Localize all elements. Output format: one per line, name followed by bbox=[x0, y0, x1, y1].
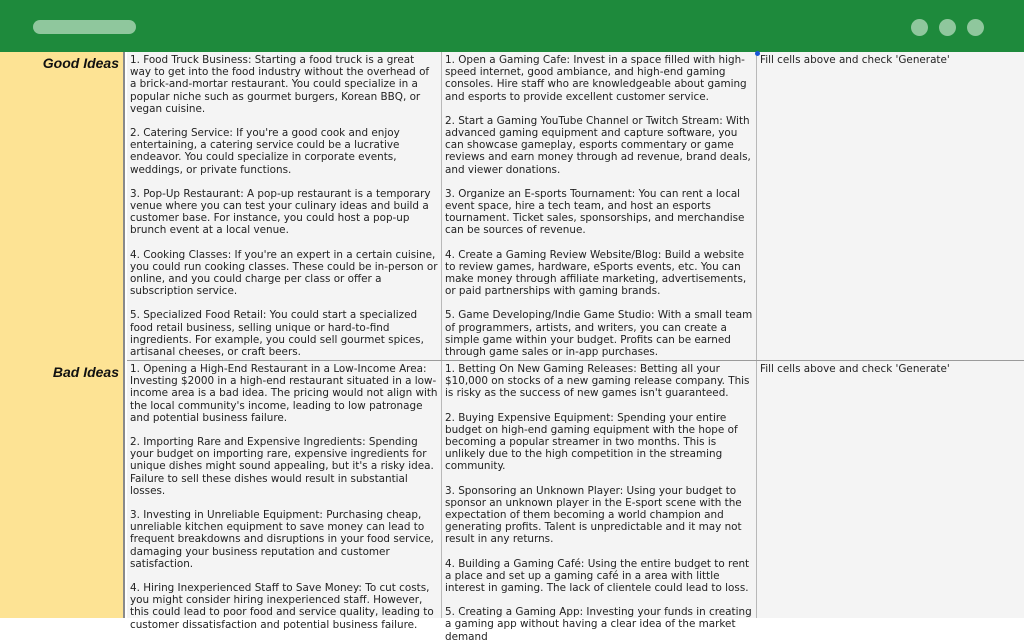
cell-bad-food[interactable] bbox=[127, 361, 441, 631]
idea-item: 1. Open a Gaming Cafe: Invest in a space filled with high-speed internet, good ambiance, and high-end gaming consoles. Hire staff who are knowledgeable about gaming and esports to provide excellent customer service. bbox=[445, 54, 747, 103]
cell-good-gaming[interactable] bbox=[442, 52, 756, 360]
spreadsheet-grid bbox=[0, 52, 1024, 643]
idea-item: 2. Buying Expensive Equipment: Spending your entire budget on high-end gaming equipment with the hope of becoming a popular streamer in two months. This is unlikely due to the high competition in the streaming community. bbox=[445, 411, 738, 473]
idea-item: 1. Betting On New Gaming Releases: Betting all your $10,000 on stocks of a new gaming release company. This is risky as the success of new games isn't guaranteed. bbox=[445, 363, 750, 400]
idea-item: 4. Cooking Classes: If you're an expert in a certain cuisine, you could run cooking classes. These could be in-person or online, and you could charge per class or offer a subscription service. bbox=[130, 248, 438, 298]
selection-handle-icon[interactable] bbox=[755, 51, 760, 56]
idea-item: 1. Opening a High-End Restaurant in a Low-Income Area: Investing $2000 in a high-end restaurant situated in a low-income area is a bad idea. The pricing would not align with the local community's income, leading to low patronage and potential business failure. bbox=[130, 363, 438, 424]
row-label-good-ideas: Good Ideas bbox=[42, 55, 119, 71]
idea-item: 3. Sponsoring an Unknown Player: Using your budget to sponsor an unknown player in the E-sport scene with the expectation of them becoming a world champion and generating profits. Talent is unpredictable and it may not result in any returns. bbox=[445, 484, 742, 546]
idea-item: 4. Hiring Inexperienced Staff to Save Money: To cut costs, you might consider hiring inexperienced staff. However, this could lead to poor food and service quality, leading to customer dissatisfaction and potential business failure. bbox=[130, 582, 434, 631]
idea-item: 3. Organize an E-sports Tournament: You can rent a local event space, hire a tech team, and host an esports tournament. Ticket sales, sponsorships, and merchandise can be sources of revenue. bbox=[445, 187, 745, 237]
maximize-control-icon[interactable] bbox=[939, 19, 956, 36]
cell-bad-output[interactable] bbox=[757, 361, 1024, 618]
title-bar bbox=[0, 0, 1024, 52]
idea-item: 5. Game Developing/Indie Game Studio: With a small team of programmers, artists, and writers, you can create a simple game within your budget. Profits can be earned through game sales or in-app purchases. bbox=[445, 309, 753, 359]
cell-bad-gaming[interactable] bbox=[442, 361, 756, 643]
idea-item: 2. Start a Gaming YouTube Channel or Twitch Stream: With advanced gaming equipment and capture software, you can showcase gameplay, esports commentary or game reviews and earn money through ad revenue, brand deals, and viewer donations. bbox=[445, 114, 751, 176]
row-label-column bbox=[0, 52, 125, 618]
idea-item: 4. Building a Gaming Café: Using the entire budget to rent a place and set up a gaming café in a area with little interest in gaming. The lack of clientele could lead to loss. bbox=[445, 557, 750, 595]
idea-item: 5. Creating a Gaming App: Investing your funds in creating a gaming app without having a clear idea of the market demand bbox=[445, 606, 752, 643]
idea-item: 1. Food Truck Business: Starting a food truck is a great way to get into the food industry without the overhead of a brick-and-mortar restaurant. You could specialize in a popular niche such as gourmet burgers, Korean BBQ, or vegan cuisine. bbox=[130, 54, 430, 115]
idea-item: 2. Importing Rare and Expensive Ingredients: Spending your budget on importing rare, expensive ingredients for unique dishes might sound appealing, but it's a risky idea. Failure to sell these dishes would result in substantial losses. bbox=[130, 436, 434, 497]
minimize-control-icon[interactable] bbox=[911, 19, 928, 36]
placeholder-text: Fill cells above and check 'Generate' bbox=[760, 363, 950, 375]
cell-good-food[interactable] bbox=[127, 52, 441, 360]
column-divider bbox=[756, 52, 757, 618]
idea-item: 4. Create a Gaming Review Website/Blog: Build a website to review games, hardware, eSports events, etc. You can make money through affiliate marketing, advertisements, or paid partnerships with gaming brands. bbox=[445, 248, 747, 298]
row-divider bbox=[127, 360, 1024, 361]
close-control-icon[interactable] bbox=[967, 19, 984, 36]
placeholder-text: Fill cells above and check 'Generate' bbox=[760, 54, 950, 66]
row-label-bad-ideas: Bad Ideas bbox=[52, 364, 119, 380]
cell-good-output[interactable] bbox=[757, 52, 1024, 360]
idea-item: 3. Investing in Unreliable Equipment: Purchasing cheap, unreliable kitchen equipment to save money can lead to frequent breakdowns and disruptions in your food service, damaging your business reputation and customer satisfaction. bbox=[130, 509, 434, 570]
address-bar[interactable] bbox=[33, 20, 136, 34]
idea-item: 5. Specialized Food Retail: You could start a specialized food retail business, selling unique or hard-to-find ingredients. For example, you could sell gourmet spices, artisanal cheeses, or craft beers. bbox=[130, 309, 424, 359]
idea-item: 3. Pop-Up Restaurant: A pop-up restaurant is a temporary venue where you can test your culinary ideas and build a customer base. For instance, you could host a pop-up brunch event at a local venue. bbox=[130, 187, 431, 237]
column-divider bbox=[441, 52, 442, 618]
idea-item: 2. Catering Service: If you're a good cook and enjoy entertaining, a catering service could be a lucrative endeavor. You could specialize in corporate events, weddings, or private functions. bbox=[130, 127, 400, 176]
